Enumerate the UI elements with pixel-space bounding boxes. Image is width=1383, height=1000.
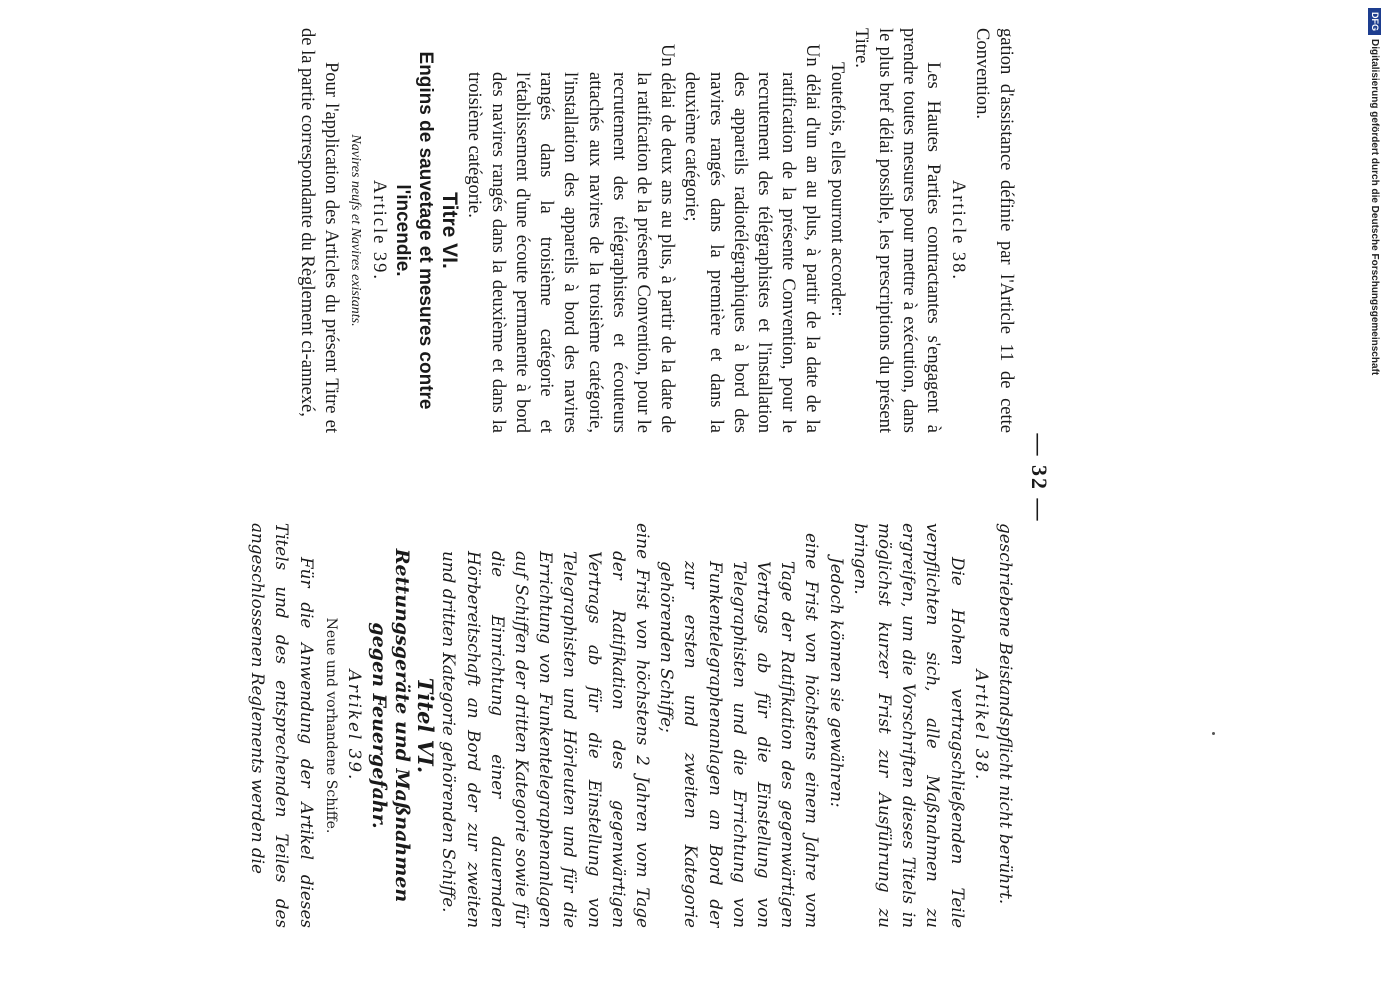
de-article39-heading: Artikel 39. (344, 669, 365, 782)
de-article39-subheading: Neue und vorhandene Schiffe. (322, 617, 339, 834)
fr-titre-heading: Titre VI. (438, 192, 462, 269)
de-article38-heading: Artikel 38. (971, 669, 992, 782)
scanned-page (162, 28, 1052, 928)
dfg-logo-icon: DFG (1368, 8, 1381, 35)
fr-article38-paragraph-1: Les Hautes Parties contractantes s'engagent à prendre toutes mesures pour mettre à exécution, dans le plus bref délai possible, les prescriptions du présent Titre. (850, 28, 944, 433)
de-titel-heading: Titel VI. (413, 677, 439, 774)
fr-article38-item-1: Un délai d'un an au plus, à partir de la date de la ratification de la présente Convention, pour le recrutement des télégraphistes et l'installation des appareils radiotélégraphiques à bord des navires rangés dans la première et dans la deuxième catégorie; (681, 44, 823, 433)
fr-article38-heading: Article 38. (947, 179, 968, 282)
de-article39-paragraph-1: Für die Anwendung der Artikel dieses Titels und des entsprechenden Teiles des angeschlossenen Reglements werden die (248, 523, 317, 928)
scan-speck (1212, 732, 1215, 735)
fr-titre-subheading: Engins de sauvetage et mesures contre l'incendie. (392, 51, 437, 410)
french-column (162, 28, 1052, 433)
fr-article39-paragraph-1: Pour l'application des Articles du présent Titre et de la partie correspondante du Règlement ci-annexé, (296, 28, 341, 433)
de-article38-paragraph-1: Die Hohen vertragschließenden Teile verpflichten sich, alle Maßnahmen zu ergreifen, um die Vorschriften dieses Titels in möglichst kurzer Frist zur Ausführung zu bringen. (850, 523, 968, 928)
fr-article39-heading: Article 39. (369, 179, 390, 282)
de-article38-item-1: eine Frist von höchstens einem Jahre vom Tage der Ratifikation des gegenwärtigen Vertrags ab für die Einstellung von Telegraphisten und die Errichtung von Funkentelegraphenanlagen an Bord der zur ersten und zweiten Kategorie gehörenden Schiffe; (657, 533, 823, 928)
digitization-credit (1366, 8, 1382, 408)
de-article38-item-2: eine Frist von höchstens 2 Jahren vom Tage der Ratifikation des gegenwärtigen Vertrags ab für die Einstellung von Telegraphisten und Hörleuten und für die Errichtung von Funkentelegraphenanlagen auf Schiffen der dritten Kategorie sowie für die Einrichtung einer dauernden Hörbereitschaft an Bord der zur zweiten und dritten Kategorie gehörenden Schiffe. (439, 523, 653, 928)
de-titel-subheading: Rettungsgeräte und Maßnahmen gegen Feuergefahr. (367, 548, 413, 903)
de-article38-paragraph-2: Jedoch können sie gewähren: (826, 557, 847, 808)
fr-continuation: gation d'assistance définie par l'Article 11 de cette Convention. (971, 28, 1016, 433)
fr-article38-item-2: Un délai de deux ans au plus, à partir de la date de la ratification de la présente Convention, pour le recrutement des télégraphistes et écouteurs attachés aux navires de la troisième catégorie, l'installation des appareils à bord des navires rangés dans la troisième catégorie et l'établissement d'une écoute permanente à bord des navires rangés dans la deuxième et dans la troisième catégorie. (463, 44, 678, 433)
fr-article39-subheading: Navires neufs et Navires existants. (347, 134, 363, 327)
fr-article38-paragraph-2: Toutefois, elles pourront accorder: (826, 62, 847, 317)
german-column (162, 523, 1052, 928)
de-continuation: geschriebene Beistandspflicht nicht berührt. (996, 523, 1016, 905)
credit-text: Digitalisierung gefördert durch die Deutsche Forschungsgemeinschaft (1369, 39, 1380, 376)
page-number: — 32 — (1027, 433, 1052, 523)
page-content (162, 28, 1052, 928)
